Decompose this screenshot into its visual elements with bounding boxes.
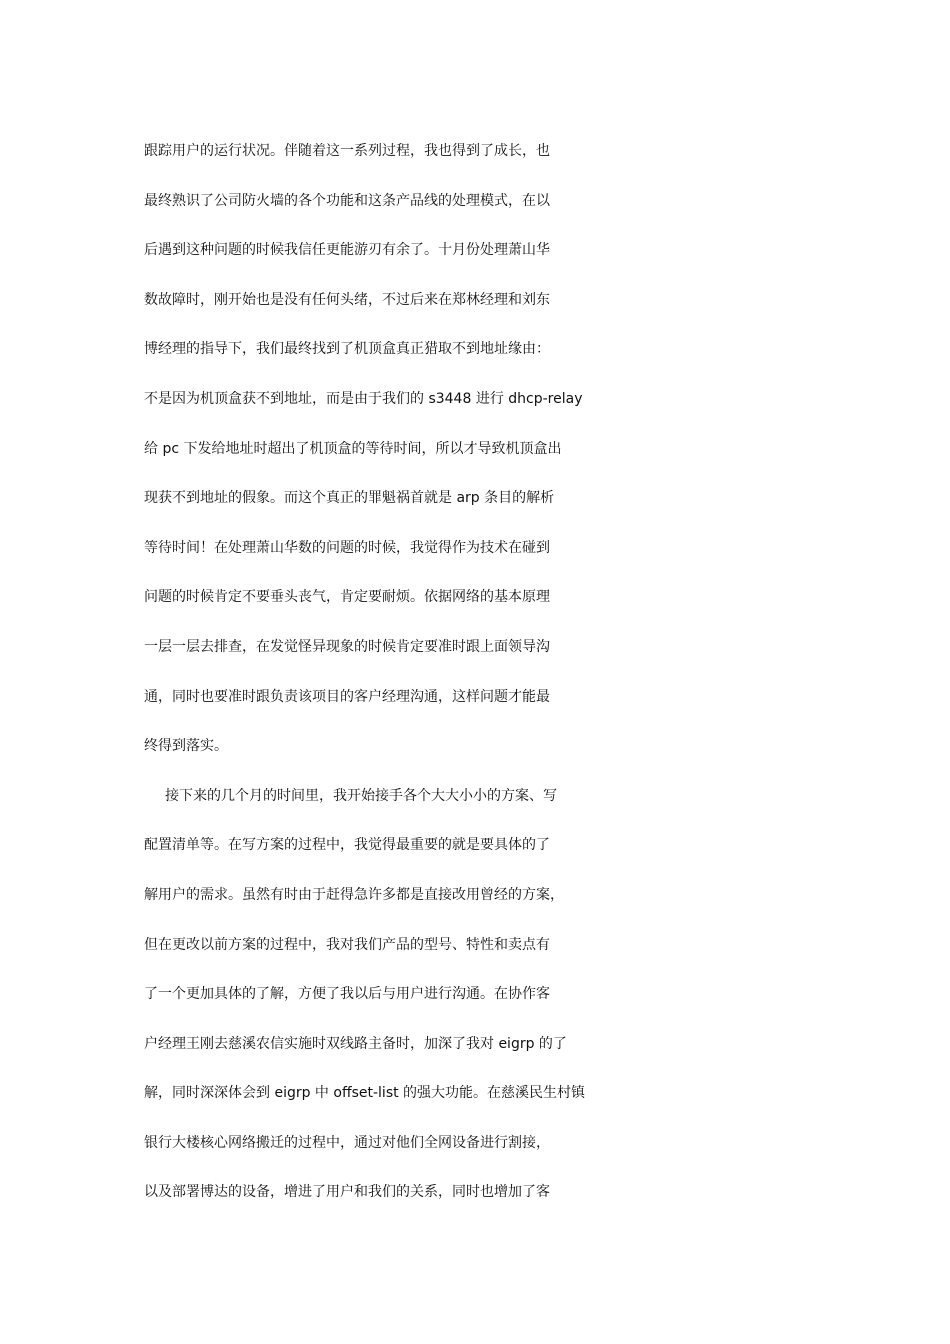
text-line-13: 终得到落实。 [144, 738, 228, 755]
text-line-1: 跟踪用户的运行状况。伴随着这一系列过程，我也得到了成长，也 [144, 143, 550, 159]
text-line-15: 配置清单等。在写方案的过程中，我觉得最重要的就是要具体的了 [144, 837, 550, 854]
text-line-17: 但在更改以前方案的过程中，我对我们产品的型号、特性和卖点有 [144, 936, 550, 953]
body-text [144, 127, 834, 1218]
text-line-21: 银行大楼核心网络搬迁的过程中，通过对他们全网设备进行割接， [144, 1134, 550, 1151]
text-line-12: 通，同时也要准时跟负责该项目的客户经理沟通，这样问题才能最 [144, 688, 550, 705]
text-line-18: 了一个更加具体的了解，方便了我以后与用户进行沟通。在协作客 [144, 986, 550, 1003]
text-line-4: 数故障时，刚开始也是没有任何头绪，不过后来在郑林经理和刘东 [144, 291, 550, 308]
text-line-19: 户经理王刚去慈溪农信实施时双线路主备时，加深了我对 eigrp 的了 [144, 1035, 567, 1052]
text-line-9: 等待时间！在处理萧山华数的问题的时候，我觉得作为技术在碰到 [144, 539, 550, 556]
text-line-20: 解，同时深深体会到 eigrp 中 offset-list 的强大功能。在慈溪民生村镇 [144, 1085, 586, 1102]
text-line-2: 最终熟识了公司防火墙的各个功能和这条产品线的处理模式，在以 [144, 192, 550, 209]
text-line-3: 后遇到这种问题的时候我信任更能游刃有余了。十月份处理萧山华 [144, 242, 550, 259]
text-line-14: 接下来的几个月的时间里，我开始接手各个大大小小的方案、写 [165, 787, 557, 804]
text-line-5: 博经理的指导下，我们最终找到了机顶盒真正猎取不到地址缘由： [144, 341, 550, 358]
text-line-6: 不是因为机顶盒获不到地址，而是由于我们的 s3448 进行 dhcp-relay [144, 390, 583, 407]
text-line-16: 解用户的需求。虽然有时由于赶得急许多都是直接改用曾经的方案， [144, 886, 564, 903]
text-line-8: 现获不到地址的假象。而这个真正的罪魁祸首就是 arp 条目的解析 [144, 490, 555, 507]
text-line-22: 以及部署博达的设备，增进了用户和我们的关系，同时也增加了客 [144, 1184, 550, 1201]
text-line-10: 问题的时候肯定不要垂头丧气，肯定要耐烦。依据网络的基本原理 [144, 589, 550, 606]
text-line-7: 给 pc 下发给地址时超出了机顶盒的等待时间，所以才导致机顶盒出 [144, 440, 562, 457]
text-line-11: 一层一层去排查，在发觉怪异现象的时候肯定要准时跟上面领导沟 [144, 638, 550, 655]
